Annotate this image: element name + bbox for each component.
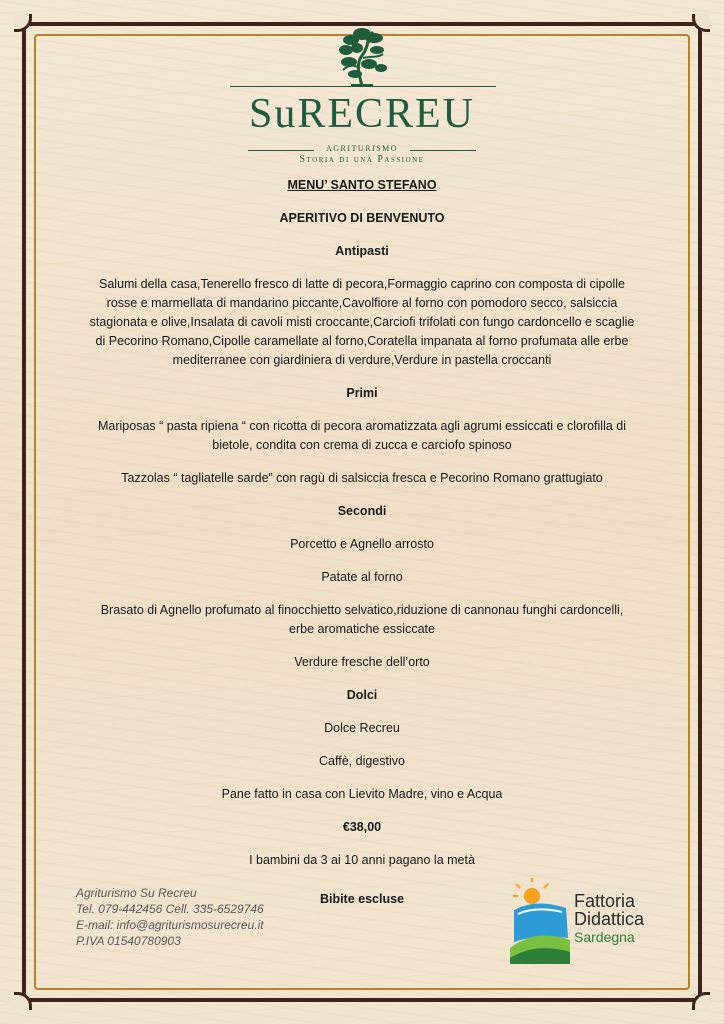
brand-tagline: Storia di una Passione [299,154,425,165]
welcome-heading: APERITIVO DI BENVENUTO [279,211,445,225]
antipasti-line: mediterranee con giardiniera di verdure,Verdure in pastella croccanti [172,353,552,367]
brand-subtitle: AGRITURISMO [325,144,399,153]
primi-item: Tazzolas “ tagliatelle sarde” con ragù di salsiccia fresca e Pecorino Romano grattugiato [121,471,603,485]
brand-logo-tree [0,24,724,88]
brand-divider [230,86,496,87]
secondi-item: Brasato di Agnello profumato al finocchietto selvatico,riduzione di cannonau funghi cardoncelli, [100,603,624,617]
antipasti-heading: Antipasti [335,244,389,258]
fattoria-didattica-text [574,892,644,946]
contact-block [76,885,336,949]
antipasti-line: Salumi della casa,Tenerello fresco di latte di pecora,Formaggio caprino con composta di cipolle [99,277,625,291]
antipasti-line: stagionata e olive,Insalata di cavoli misti croccante,Carciofi trifolati con fungo cardoncello e scaglie [89,315,635,329]
price: €38,00 [342,820,382,834]
secondi-item: Verdure fresche dell’orto [294,655,430,669]
contact-vat: P.IVA 01540780903 [76,934,181,948]
menu-title: MENU’ SANTO STEFANO [287,178,437,192]
antipasti-line: rosse e marmellata di mandarino piccante,Cavolfiore al forno con pomodoro secco, salsiccia [106,296,618,310]
brand-name: SuRECREU [248,91,476,137]
divider [410,150,476,151]
drinks-note: Bibite escluse [319,892,405,906]
primi-item: Mariposas “ pasta ripiena “ con ricotta di pecora aromatizzata agli agrumi essiccati e clorofilla di [97,419,626,433]
menu-body [66,176,658,870]
contact-name: Agriturismo Su Recreu [76,886,197,900]
antipasti-line: di Pecorino Romano,Cipolle caramellate al forno,Coratella impanata al forno profumata alle erbe [95,334,629,348]
dolci-item: Caffè, digestivo [319,754,405,768]
secondi-item: erbe aromatiche essiccate [289,622,435,636]
children-note: I bambini da 3 ai 10 anni pagano la metà [249,853,475,867]
secondi-item: Porcetto e Agnello arrosto [290,537,434,551]
secondi-item: Patate al forno [321,570,403,584]
primi-heading: Primi [346,386,378,400]
partner-line2: Didattica [574,909,645,929]
contact-email: E-mail: info@agriturismosurecreu.it [76,918,264,932]
dolci-item: Dolce Recreu [324,721,400,735]
partner-line3: Sardegna [574,929,635,945]
partner-line1: Fattoria [574,891,636,911]
secondi-heading: Secondi [337,504,387,518]
primi-item: bietole, condita con crema di zucca e carciofo spinoso [212,438,512,452]
contact-phone: Tel. 079-442456 Cell. 335-6529746 [76,902,264,916]
tree-icon [327,24,397,88]
dolci-heading: Dolci [346,688,378,702]
dolci-item: Pane fatto in casa con Lievito Madre, vino e Acqua [221,787,503,801]
